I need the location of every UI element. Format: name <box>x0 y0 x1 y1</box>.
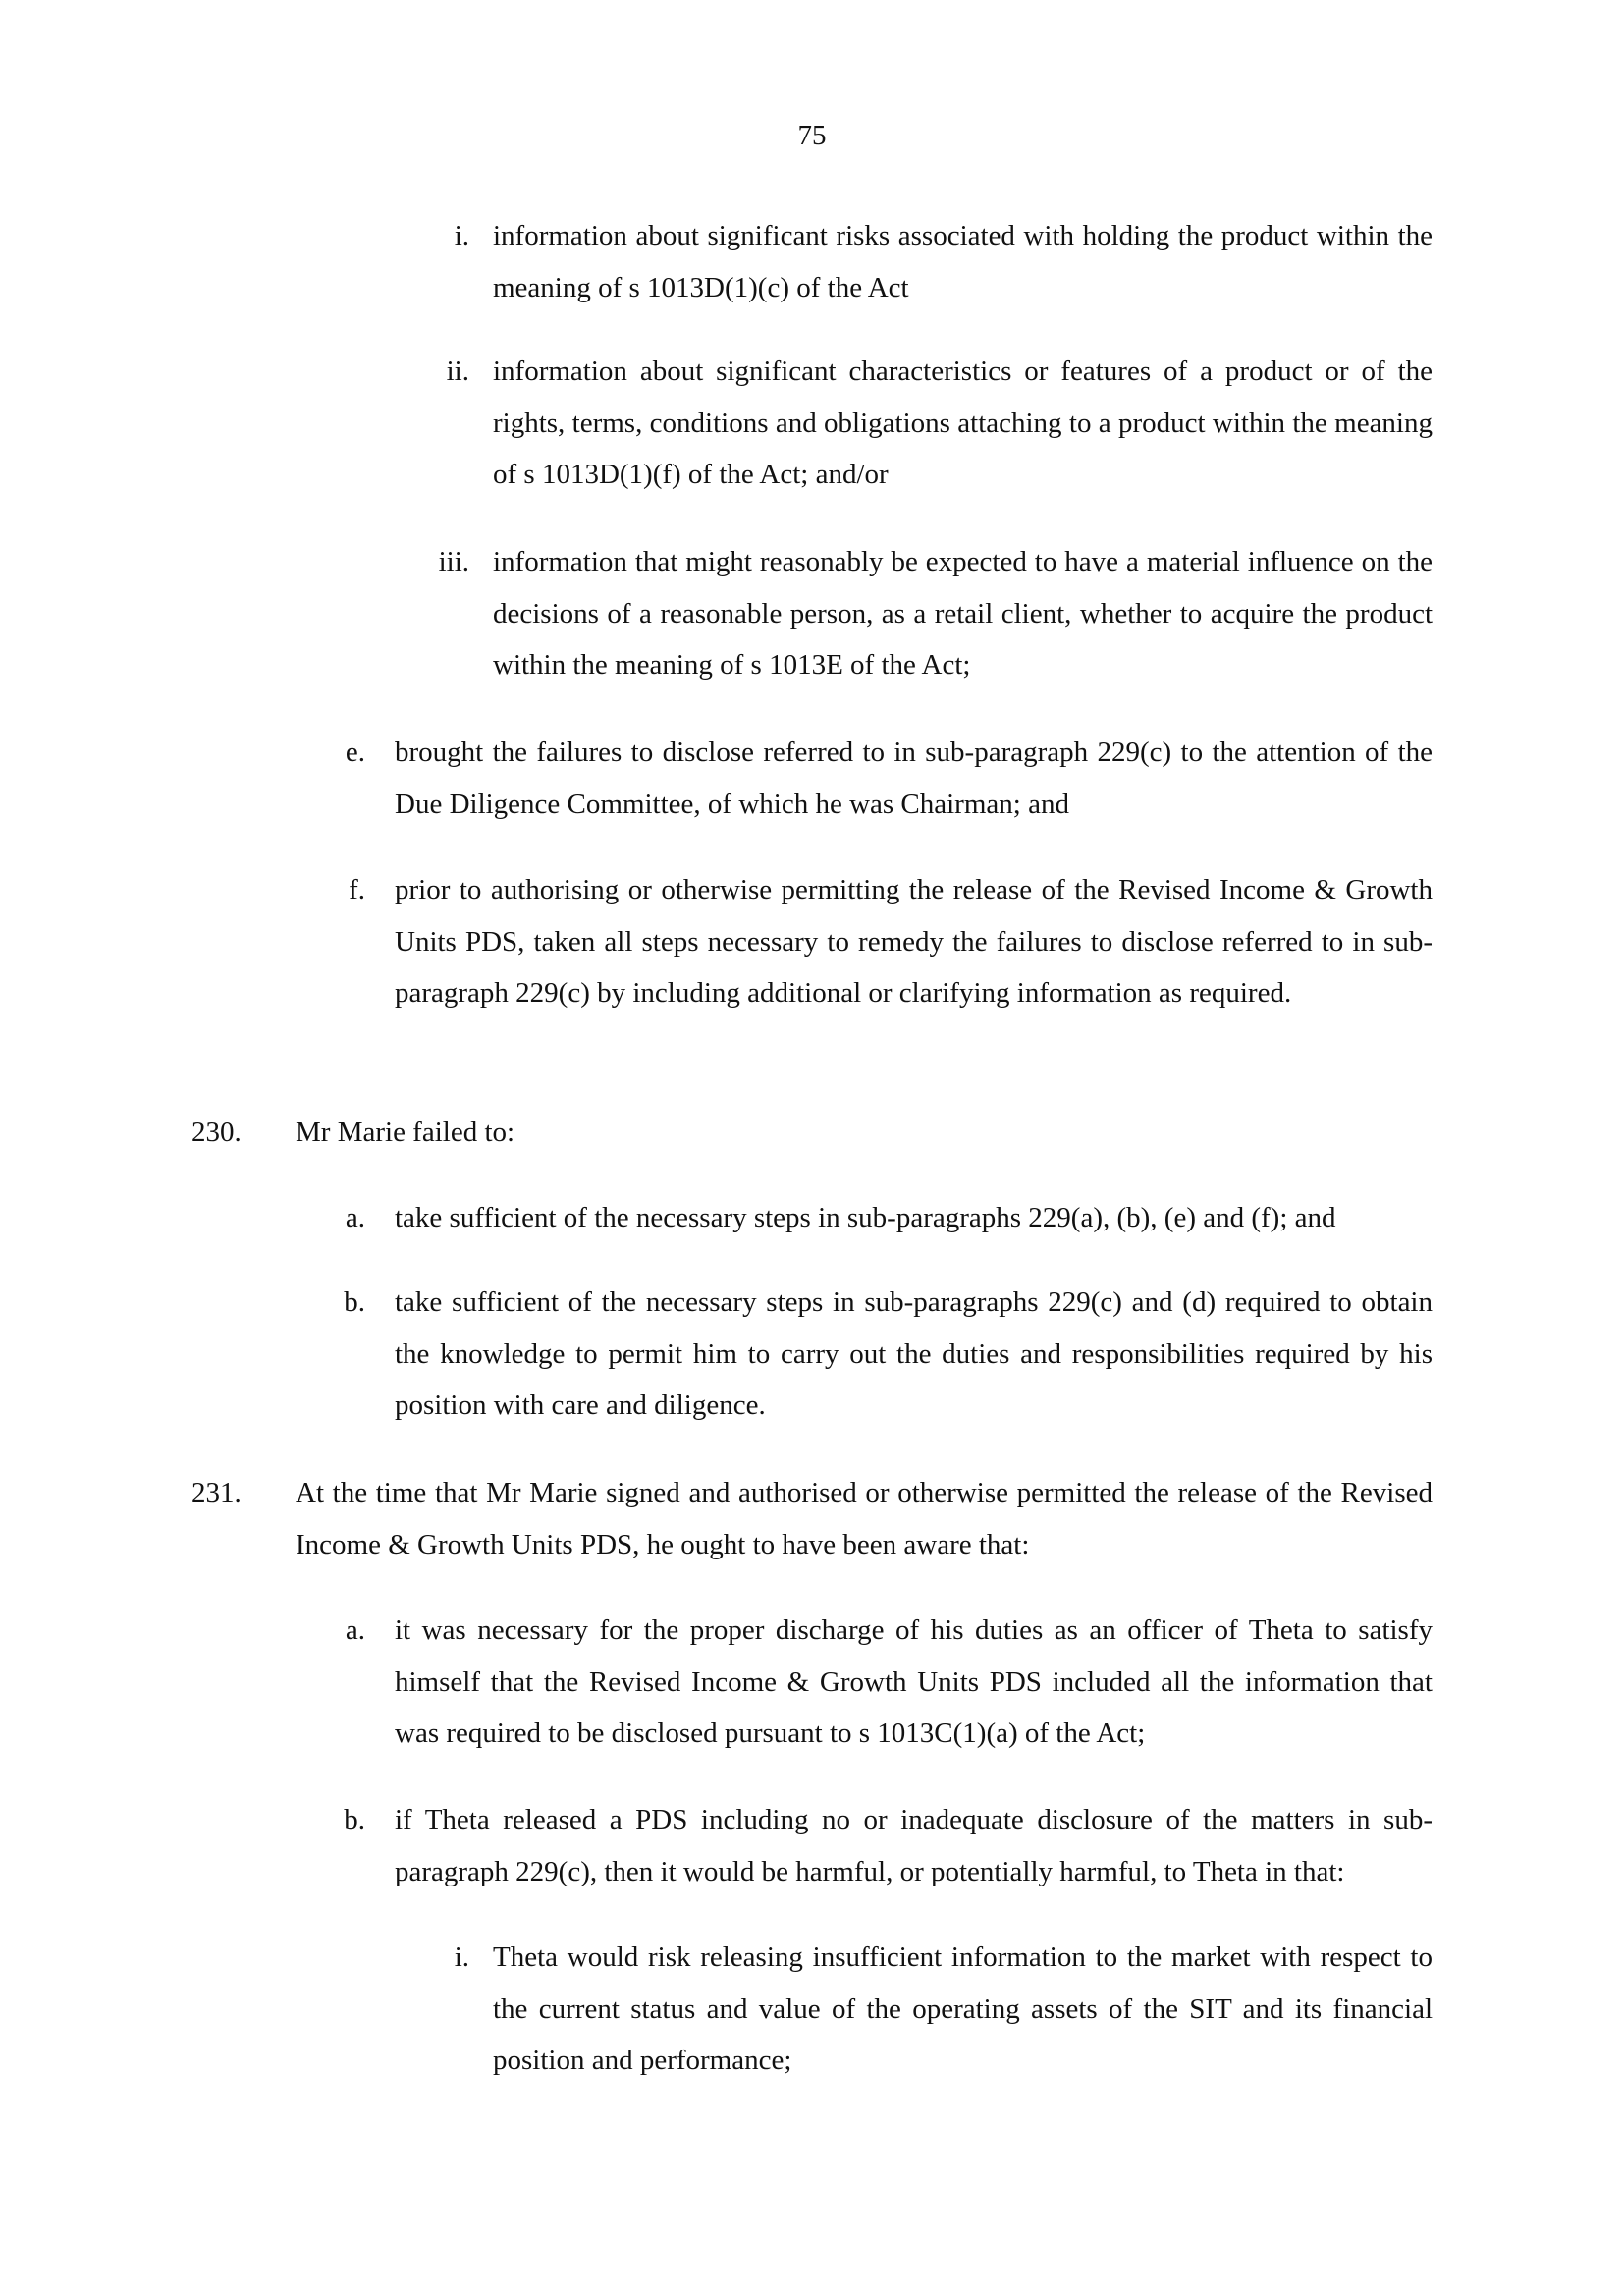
item-label: f. <box>349 874 365 905</box>
item-text: take sufficient of the necessary steps in sub-paragraphs 229(a), (b), (e) and (f); and <box>395 1202 1336 1233</box>
paragraph-number: 230. <box>191 1117 242 1148</box>
paragraph-number: 231. <box>191 1477 242 1508</box>
item-text: it was necessary for the proper discharge of his duties as an officer of Theta to satisfy himself that the Revised Income & Growth Units PDS included all the information that was required to be disclosed pursuant to s 1013C(1)(a) of the Act; <box>395 1614 1433 1749</box>
paragraph-text: Mr Marie failed to: <box>296 1117 515 1148</box>
item-label: a. <box>345 1202 365 1233</box>
item-text: information about significant characteristics or features of a product or of the rights, terms, conditions and obligations attaching to a product within the meaning of s 1013D(1)(f) of the Act; and/or <box>493 355 1433 490</box>
item-label: a. <box>345 1614 365 1646</box>
item-label: b. <box>344 1804 365 1835</box>
paragraph-text: At the time that Mr Marie signed and authorised or otherwise permitted the release of the Revised Income & Growth Units PDS, he ought to have been aware that: <box>296 1477 1433 1560</box>
item-text: if Theta released a PDS including no or inadequate disclosure of the matters in sub-paragraph 229(c), then it would be harmful, or potentially harmful, to Theta in that: <box>395 1804 1433 1887</box>
item-text: information about significant risks associated with holding the product within the meaning of s 1013D(1)(c) of the Act <box>493 220 1433 303</box>
item-label: i. <box>454 1941 469 1973</box>
item-text: prior to authorising or otherwise permitting the release of the Revised Income & Growth Units PDS, taken all steps necessary to remedy the failures to disclose referred to in sub-paragraph 229(c) by including additional or clarifying information as required. <box>395 874 1433 1009</box>
page-number: 75 <box>797 120 827 151</box>
item-label: i. <box>454 220 469 251</box>
item-text: brought the failures to disclose referred to in sub-paragraph 229(c) to the attention of the Due Diligence Committee, of which he was Chairman; and <box>395 737 1433 820</box>
item-label: b. <box>344 1286 365 1318</box>
item-label: ii. <box>446 355 469 387</box>
item-text: information that might reasonably be expected to have a material influence on the decisions of a reasonable person, as a retail client, whether to acquire the product within the meaning of s 1013E of the Act; <box>493 546 1433 681</box>
item-label: e. <box>345 737 365 768</box>
item-text: take sufficient of the necessary steps in sub-paragraphs 229(c) and (d) required to obtain the knowledge to permit him to carry out the duties and responsibilities required by his position with care and diligence. <box>395 1286 1433 1421</box>
item-label: iii. <box>438 546 469 577</box>
item-text: Theta would risk releasing insufficient information to the market with respect to the current status and value of the operating assets of the SIT and its financial position and performance; <box>493 1941 1433 2076</box>
